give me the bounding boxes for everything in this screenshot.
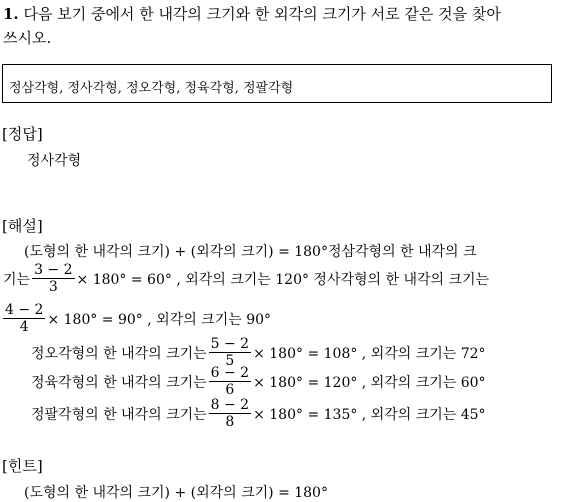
explanation-row-hexagon <box>31 365 486 398</box>
choices-text: 정삼각형, 정사각형, 정오각형, 정육각형, 정팔각형 <box>9 81 294 96</box>
fraction-numerator: 6 − 2 <box>210 365 250 381</box>
row-prefix: 정팔각형의 한 내각의 크기는 <box>31 406 207 423</box>
fraction-6-2-over-6 <box>209 365 251 398</box>
fraction-numerator: 5 − 2 <box>210 336 250 352</box>
fraction-numerator: 4 − 2 <box>5 302 44 318</box>
fraction-denominator: 5 <box>225 353 235 369</box>
explanation-line-2-suffix: × 180° = 60° , 외각의 크기는 120° 정사각형의 한 내각의 크기는 <box>76 271 490 288</box>
fraction-denominator: 8 <box>225 414 235 430</box>
answer-text: 정사각형 <box>27 153 82 169</box>
row-suffix: × 180° = 108° , 외각의 크기는 72° <box>253 345 486 362</box>
fraction-denominator: 4 <box>19 319 29 335</box>
row-suffix: × 180° = 120° , 외각의 크기는 60° <box>253 374 486 391</box>
explanation-line-3 <box>1 302 271 335</box>
fraction-numerator: 8 − 2 <box>210 397 250 413</box>
fraction-3-2-over-3 <box>32 262 74 295</box>
explanation-row-octagon <box>31 397 486 430</box>
explanation-line-3-suffix: × 180° = 90° , 외각의 크기는 90° <box>47 311 272 328</box>
row-prefix: 정육각형의 한 내각의 크기는 <box>31 374 207 391</box>
answer-heading: [정답] <box>2 125 43 143</box>
fraction-4-2-over-4 <box>3 302 45 335</box>
choices-box <box>2 64 552 103</box>
fraction-8-2-over-8 <box>209 397 251 430</box>
question-number: 1. <box>3 5 19 23</box>
question-line-1 <box>3 2 501 26</box>
question-line-2: 쓰시오. <box>3 29 52 47</box>
row-prefix: 정오각형의 한 내각의 크기는 <box>31 345 207 362</box>
explanation-line-2-prefix: 기는 <box>3 271 31 288</box>
explanation-line-1: (도형의 한 내각의 크기) + (외각의 크기) = 180°정삼각형의 한 내각의 크 <box>24 244 477 260</box>
question-text: 다음 보기 중에서 한 내각의 크기와 한 외각의 크기가 서로 같은 것을 찾아 <box>23 5 501 23</box>
row-suffix: × 180° = 135° , 외각의 크기는 45° <box>253 406 486 423</box>
fraction-denominator: 6 <box>225 382 235 398</box>
fraction-numerator: 3 − 2 <box>34 262 73 278</box>
fraction-denominator: 3 <box>48 279 58 295</box>
hint-heading: [힌트] <box>2 457 43 475</box>
explanation-heading: [해설] <box>2 217 43 235</box>
hint-text: (도형의 한 내각의 크기) + (외각의 크기) = 180° <box>24 485 328 501</box>
explanation-line-2 <box>3 262 489 295</box>
